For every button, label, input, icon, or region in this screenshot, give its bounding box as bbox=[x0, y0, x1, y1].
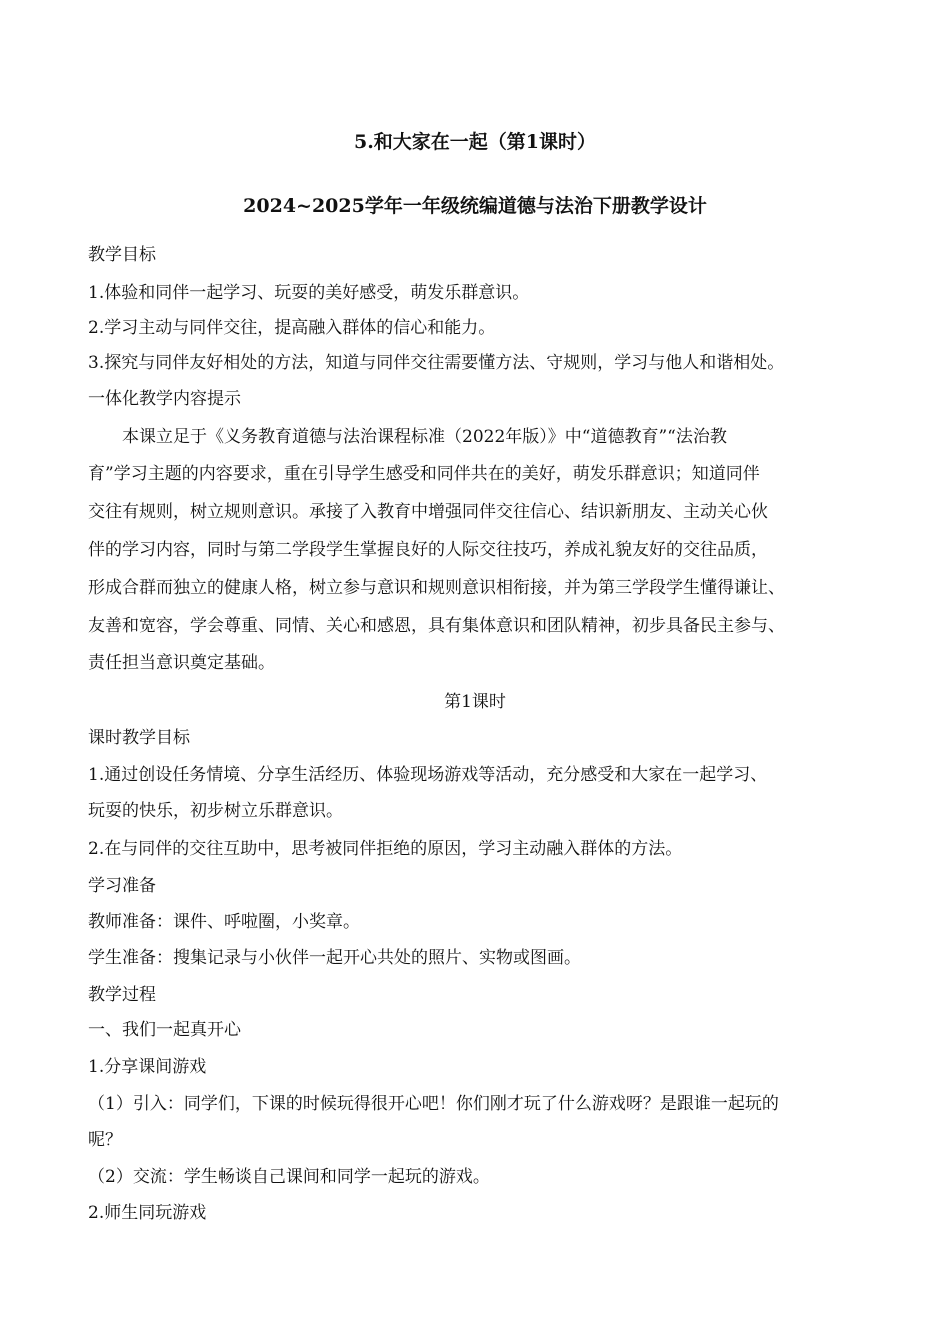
process-substep-2: （2）交流：学生畅谈自己课间和同学一起玩的游戏。 bbox=[88, 1167, 490, 1187]
document-subtitle: 2024~2025学年一年级统编道德与法治下册教学设计 bbox=[243, 195, 707, 217]
paragraph-line: 伴的学习内容，同时与第二学段学生掌握良好的人际交往技巧，养成礼貌友好的交往品质， bbox=[88, 540, 768, 560]
paragraph-line: 形成合群而独立的健康人格，树立参与意识和规则意识相衔接，并为第三学段学生懂得谦让、 bbox=[88, 578, 785, 598]
paragraph-line: 育”学习主题的内容要求，重在引导学生感受和同伴共在的美好，萌发乐群意识；知道同伴 bbox=[88, 464, 760, 484]
section-heading-content-hints: 一体化教学内容提示 bbox=[88, 389, 241, 409]
lesson-goal-item-2: 2.在与同伴的交往互助中，思考被同伴拒绝的原因，学习主动融入群体的方法。 bbox=[88, 839, 683, 859]
teacher-preparation: 教师准备：课件、呼啦圈，小奖章。 bbox=[88, 912, 360, 932]
process-substep-1: （1）引入：同学们，下课的时候玩得很开心吧！你们刚才玩了什么游戏呀？是跟谁一起玩的 bbox=[88, 1094, 779, 1114]
section-heading-process: 教学过程 bbox=[88, 985, 156, 1005]
process-part-1: 一、我们一起真开心 bbox=[88, 1020, 241, 1040]
section-heading-lesson-goals: 课时教学目标 bbox=[88, 728, 190, 748]
lesson-goal-item-1: 1.通过创设任务情境、分享生活经历、体验现场游戏等活动，充分感受和大家在一起学习、 bbox=[88, 765, 768, 785]
paragraph-line: 本课立足于《义务教育道德与法治课程标准（2022年版）》中“道德教育”“法治教 bbox=[122, 427, 727, 447]
section-heading-teaching-goals: 教学目标 bbox=[88, 245, 156, 265]
lesson-goal-item-1-continued: 玩耍的快乐，初步树立乐群意识。 bbox=[88, 801, 343, 821]
process-step-2: 2.师生同玩游戏 bbox=[88, 1203, 207, 1223]
section-heading-preparation: 学习准备 bbox=[88, 876, 156, 896]
goal-item-2: 2.学习主动与同伴交往，提高融入群体的信心和能力。 bbox=[88, 318, 496, 338]
process-step-1: 1.分享课间游戏 bbox=[88, 1057, 207, 1077]
process-substep-1-continued: 呢？ bbox=[88, 1130, 122, 1150]
document-title: 5.和大家在一起（第1课时） bbox=[353, 131, 597, 153]
goal-item-3: 3.探究与同伴友好相处的方法，知道与同伴交往需要懂方法、守规则，学习与他人和谐相处。 bbox=[88, 353, 785, 373]
paragraph-line: 友善和宽容，学会尊重、同情、关心和感恩，具有集体意识和团队精神，初步具备民主参与、 bbox=[88, 616, 785, 636]
paragraph-line: 责任担当意识奠定基础。 bbox=[88, 653, 275, 673]
lesson-heading: 第1课时 bbox=[444, 692, 506, 712]
paragraph-line: 交往有规则，树立规则意识。承接了入教育中增强同伴交往信心、结识新朋友、主动关心伙 bbox=[88, 502, 768, 522]
student-preparation: 学生准备：搜集记录与小伙伴一起开心共处的照片、实物或图画。 bbox=[88, 948, 581, 968]
goal-item-1: 1.体验和同伴一起学习、玩耍的美好感受，萌发乐群意识。 bbox=[88, 283, 530, 303]
